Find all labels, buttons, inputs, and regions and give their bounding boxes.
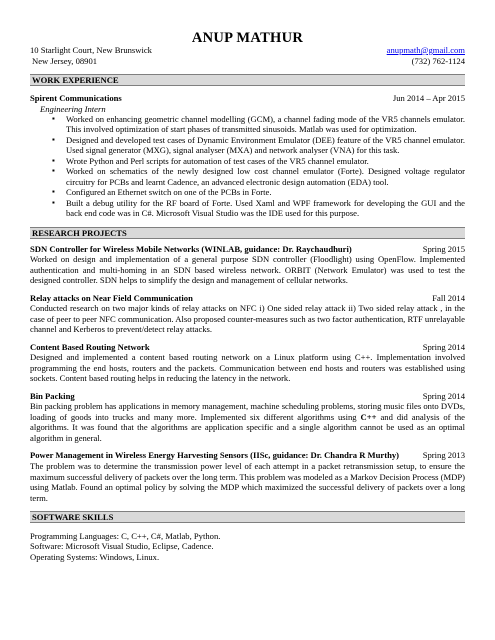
job-bullet: ▪ Worked on enhancing geometric channel modelling (GCM), a channel fading mode of the VR5 channels emulator. This involved optimization of start phases of transmitted sinusoids. Matlab was used for optimization. <box>66 114 465 135</box>
project-entry <box>30 391 465 444</box>
skills-list <box>30 531 465 562</box>
project-header-row <box>30 391 465 402</box>
address-block <box>30 45 152 66</box>
project-title: Content Based Routing Network <box>30 341 150 352</box>
project-description-part: Bin packing problem has applications in memory management, machine scheduling problems, storing music files onto DVDs, loading of goods into trucks and many more. Implemented six different algorithms using <box>30 401 465 422</box>
project-entry <box>30 342 465 384</box>
job-bullet: ▪ Built a debug utility for the RF board of Forte. Used Xaml and WPF framework for developing the GUI and the back end code was in C#. Microsoft Visual Studio was the IDE used for this purpose. <box>66 198 465 219</box>
project-date: Spring 2014 <box>422 341 465 352</box>
skills-line: Operating Systems: Windows, Linux. <box>30 551 160 562</box>
project-date: Spring 2013 <box>422 450 465 461</box>
project-description-part: and did analysis of the algorithms. It was found that the algorithms are application specific and a single algorithm cannot be used as an optimal algorithm in general. <box>30 411 465 443</box>
address-line-1: 10 Starlight Court, New Brunswick <box>30 45 152 55</box>
project-date: Spring 2015 <box>422 243 465 254</box>
contact-info <box>387 45 465 66</box>
project-description <box>30 401 465 443</box>
job-role: Engineering Intern <box>40 103 106 114</box>
section-heading-work: WORK EXPERIENCE <box>30 74 465 86</box>
job-bullets <box>30 114 465 219</box>
phone-number: (732) 762-1124 <box>411 55 465 66</box>
section-heading-skills: SOFTWARE SKILLS <box>30 511 465 523</box>
job-header-row <box>30 93 465 104</box>
project-title: Relay attacks on Near Field Communication <box>30 292 193 303</box>
job-entry <box>30 93 465 219</box>
section-heading-research: RESEARCH PROJECTS <box>30 227 465 239</box>
project-description: Conducted research on two major kinds of relay attacks on NFC i) One sided relay attack ii) Two sided relay attack , in the case of peer to peer NFC communication. Also proposed counter-measures such as two factor authentication, RTF unrelayable channel and Kerberos to prevent/detect relay attacks. <box>30 303 465 335</box>
skills-line: Programming Languages: C, C++, C#, Matlab, Python. <box>30 531 221 542</box>
project-entry <box>30 293 465 335</box>
project-date: Fall 2014 <box>432 292 465 303</box>
address-line-2: New Jersey, 08901 <box>32 55 98 66</box>
job-bullet: ▪ Designed and developed test cases of Dynamic Environment Emulator (DEE) feature of the VR5 channel emulator. Used signal generator (MXG), signal analyser (MXA) and network analyser (VNA) for this task. <box>66 135 465 156</box>
job-bullet: ▪ Configured an Ethernet switch on one of the PCBs in Forte. <box>66 187 465 198</box>
project-entry <box>30 244 465 286</box>
contact-block <box>30 45 465 66</box>
project-description: Worked on design and implementation of a general purpose SDN controller (Floodlight) using OpenFlow. Implemented authentication and multi-homing in an SDN based wireless network. ORBIT (Network Emulator) was used to test the designed controller. SDN helps to simplify the design and management of cellular networks. <box>30 254 465 286</box>
project-description: Designed and implemented a content based routing network on a Linux platform using C++. Implementation involved programming the end hosts, routers and the packets. Communication between end hosts and routers was established using sockets. Content based routing helps in reducing the latency in the network. <box>30 352 465 384</box>
project-title: SDN Controller for Wireless Mobile Networks (WINLAB, guidance: Dr. Raychaudhuri) <box>30 243 352 254</box>
company-name: Spirent Communications <box>30 93 122 103</box>
email-link[interactable]: anupmath@gmail.com <box>386 45 465 55</box>
project-header-row <box>30 342 465 353</box>
projects-list <box>30 244 465 503</box>
job-bullet: ▪ Wrote Python and Perl scripts for automation of test cases of the VR5 channel emulator. <box>66 156 465 167</box>
job-bullet: ▪ Worked on schematics of the newly designed low cost channel emulator (Forte). Designed voltage regulator circuitry for PCBs and learnt Cadence, an advanced electronic design automation (EDA) tool. <box>66 166 465 187</box>
skills-line: Software: Microsoft Visual Studio, Eclipse, Cadence. <box>30 541 214 552</box>
project-header-row <box>30 244 465 255</box>
project-entry <box>30 450 465 503</box>
project-date: Spring 2014 <box>422 390 465 401</box>
project-title: Power Management in Wireless Energy Harvesting Sensors (IISc, guidance: Dr. Chandra R Murthy) <box>30 450 400 461</box>
project-header-row <box>30 293 465 304</box>
project-title: Bin Packing <box>30 390 75 401</box>
project-description: The problem was to determine the transmission power level of each attempt in a packet retransmission setup, to ensure the maximum successful delivery of packets over the long term. This problem was modeled as a Markov Decision Process (MDP) using Matlab. Found an optimal policy by solving the MDP which maximized the successful delivery of packets over a long term. <box>30 461 465 503</box>
candidate-name: ANUP MATHUR <box>191 30 304 46</box>
project-description-emphasis: C++ <box>360 411 377 422</box>
project-header-row <box>30 450 465 461</box>
job-dates: Jun 2014 – Apr 2015 <box>392 93 465 103</box>
